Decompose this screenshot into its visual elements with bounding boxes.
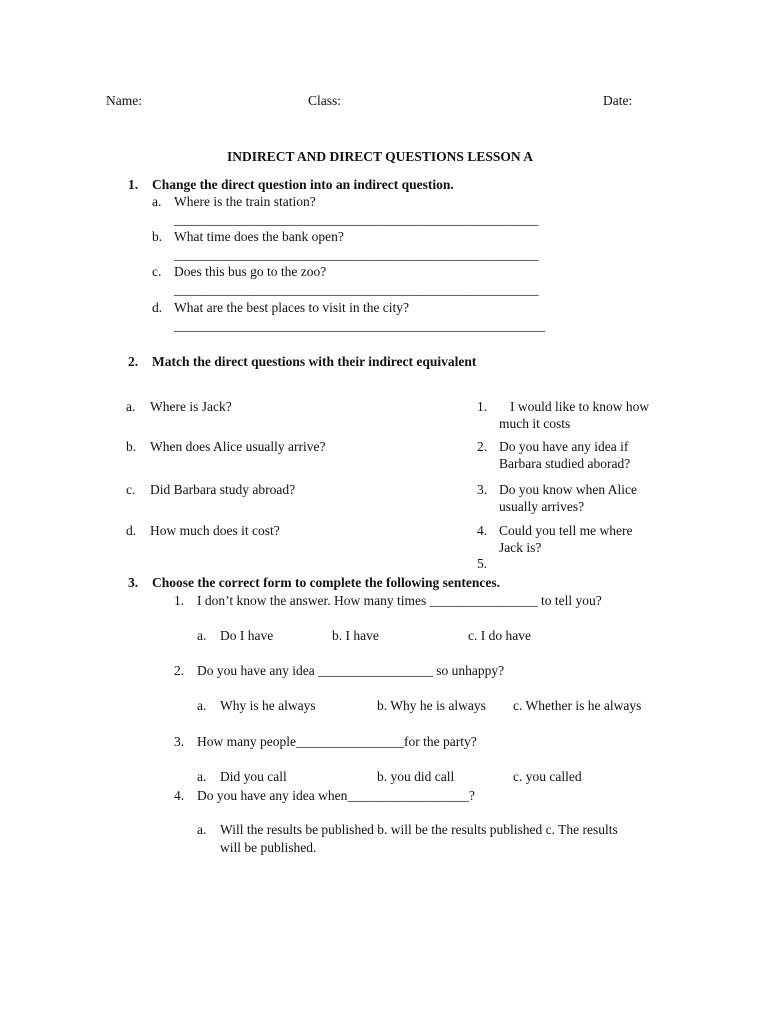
- s1-item-a-answer-line[interactable]: ______________________________________________________: [174, 212, 539, 227]
- s2-right-2-line2: Barbara studied aborad?: [499, 456, 631, 471]
- s1-item-c-answer-line[interactable]: ______________________________________________________: [174, 282, 539, 297]
- s2-left-d-letter: d.: [126, 523, 137, 538]
- s2-right-4-num: 4.: [477, 523, 488, 538]
- date-label: Date:: [603, 93, 633, 108]
- section2-heading: Match the direct questions with their indirect equivalent: [152, 354, 477, 369]
- section3-heading: Choose the correct form to complete the following sentences.: [152, 575, 501, 590]
- s3-q2-opt-b[interactable]: b. Why he is always: [377, 698, 486, 713]
- section2-number: 2.: [128, 354, 139, 369]
- s2-right-3-num: 3.: [477, 482, 488, 497]
- s1-item-c-question: Does this bus go to the zoo?: [174, 264, 327, 279]
- s1-item-b-question: What time does the bank open?: [174, 229, 344, 244]
- s1-item-c-letter: c.: [152, 264, 162, 279]
- s2-right-1-line2: much it costs: [499, 416, 571, 431]
- s3-q3-opt-a[interactable]: Did you call: [220, 769, 287, 784]
- s2-left-d-text: How much does it cost?: [150, 523, 280, 538]
- s1-item-a-letter: a.: [152, 194, 162, 209]
- s3-q4-text: Do you have any idea when__________________?: [197, 788, 475, 803]
- s3-q1-opt-b[interactable]: b. I have: [332, 628, 379, 643]
- s2-right-2-line1: Do you have any idea if: [499, 439, 629, 454]
- class-label: Class:: [308, 93, 342, 108]
- s3-q4-options-line1[interactable]: Will the results be published b. will be the results published c. The results: [220, 822, 618, 837]
- s3-q1-opt-a[interactable]: Do I have: [220, 628, 274, 643]
- s3-q2-text: Do you have any idea _________________ so unhappy?: [197, 663, 505, 678]
- s2-right-4-line2: Jack is?: [499, 540, 542, 555]
- name-label: Name:: [106, 93, 142, 108]
- s3-q1-opt-a-letter: a.: [197, 628, 207, 643]
- s3-q4-opt-a-letter: a.: [197, 822, 207, 837]
- s2-right-5-num: 5.: [477, 556, 488, 571]
- s2-right-3-line2: usually arrives?: [499, 499, 585, 514]
- s1-item-b-letter: b.: [152, 229, 163, 244]
- s3-q2-num: 2.: [174, 663, 185, 678]
- worksheet-title: INDIRECT AND DIRECT QUESTIONS LESSON A: [227, 149, 533, 164]
- section3-number: 3.: [128, 575, 139, 590]
- s2-right-1-num: 1.: [477, 399, 488, 414]
- s3-q1-num: 1.: [174, 593, 185, 608]
- s3-q3-opt-b[interactable]: b. you did call: [377, 769, 455, 784]
- s2-left-a-letter: a.: [126, 399, 136, 414]
- section1-heading: Change the direct question into an indirect question.: [152, 177, 454, 192]
- s3-q2-opt-c[interactable]: c. Whether is he always: [513, 698, 642, 713]
- s3-q1-text: I don’t know the answer. How many times ________________ to tell you?: [197, 593, 602, 608]
- s3-q1-opt-c[interactable]: c. I do have: [468, 628, 531, 643]
- s1-item-b-answer-line[interactable]: ______________________________________________________: [174, 247, 539, 262]
- s2-right-3-line1: Do you know when Alice: [499, 482, 637, 497]
- s3-q3-opt-c[interactable]: c. you called: [513, 769, 582, 784]
- s1-item-d-letter: d.: [152, 300, 163, 315]
- section1-number: 1.: [128, 177, 139, 192]
- s3-q3-num: 3.: [174, 734, 185, 749]
- s2-left-b-letter: b.: [126, 439, 137, 454]
- s3-q3-opt-a-letter: a.: [197, 769, 207, 784]
- s2-right-4-line1: Could you tell me where: [499, 523, 633, 538]
- s2-left-c-letter: c.: [126, 482, 136, 497]
- s2-left-a-text: Where is Jack?: [150, 399, 232, 414]
- s2-right-2-num: 2.: [477, 439, 488, 454]
- s2-left-c-text: Did Barbara study abroad?: [150, 482, 296, 497]
- s1-item-d-answer-line[interactable]: _______________________________________________________: [174, 318, 546, 333]
- s1-item-d-question: What are the best places to visit in the city?: [174, 300, 410, 315]
- s2-right-1-line1: I would like to know how: [510, 399, 650, 414]
- s3-q4-options-line2[interactable]: will be published.: [220, 840, 317, 855]
- s2-left-b-text: When does Alice usually arrive?: [150, 439, 326, 454]
- s3-q3-text: How many people________________for the party?: [197, 734, 477, 749]
- s3-q4-num: 4.: [174, 788, 185, 803]
- s1-item-a-question: Where is the train station?: [174, 194, 316, 209]
- s3-q2-opt-a[interactable]: Why is he always: [220, 698, 316, 713]
- s3-q2-opt-a-letter: a.: [197, 698, 207, 713]
